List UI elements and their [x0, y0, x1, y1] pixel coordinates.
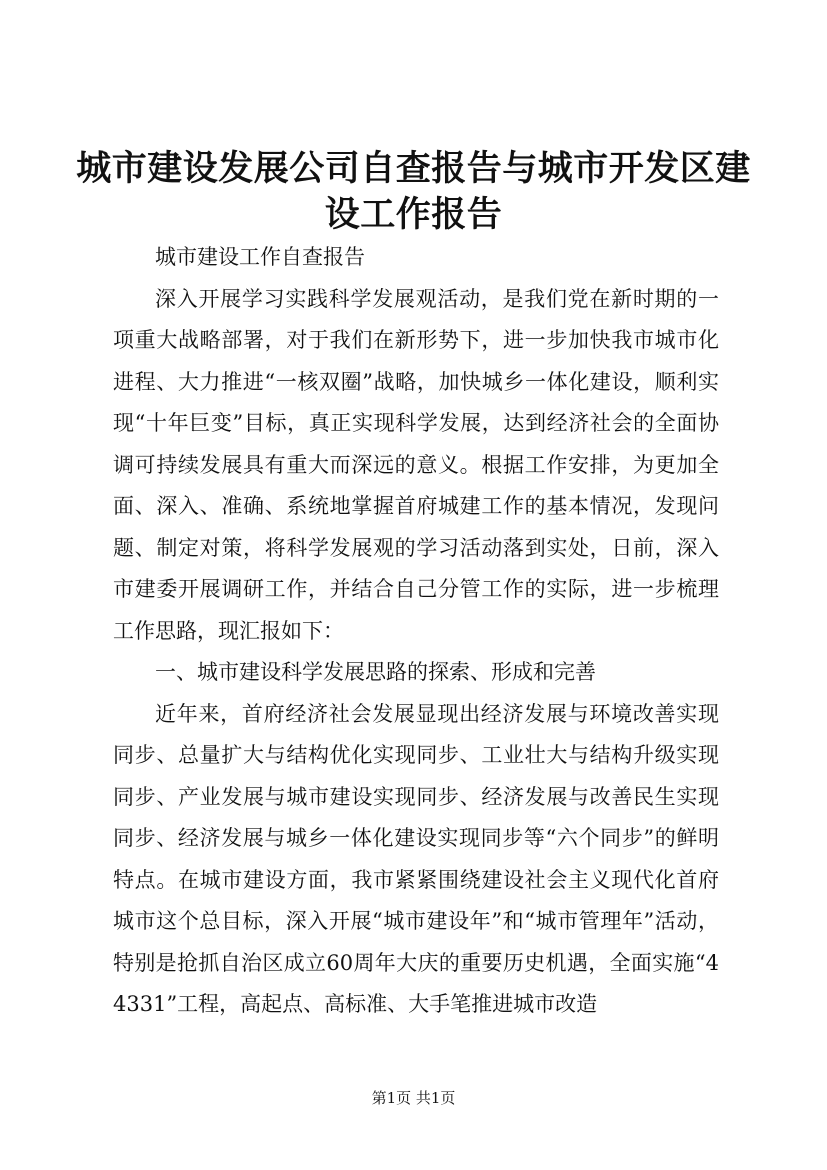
- page-number-footer: 第1页 共1页: [371, 1089, 456, 1107]
- section-heading: 一、城市建设科学发展思路的探索、形成和完善: [155, 660, 596, 684]
- body-paragraph: 深入开展学习实践科学发展观活动，是我们党在新时期的一项重大战略部署，对于我们在新形势下，进一步加快我市城市化进程、大力推进“一核双圈”战略，加快城乡一体化建设，顺利实现“十年巨变”目标，真正实现科学发展，达到经济社会的全面协调可持续发展具有重大而深远的意义。根据工作安排，为更加全面、深入、准确、系统地掌握首府城建工作的基本情况，发现问题、制定对策，将科学发展观的学习活动落到实处，日前，深入市建委开展调研工作，并结合自己分管工作的实际，进一步梳理工作思路，现汇报如下：: [113, 286, 719, 643]
- subtitle-paragraph: 城市建设工作自查报告: [155, 245, 365, 269]
- document-body: [113, 237, 719, 1026]
- document-title: 城市建设发展公司自查报告与城市开发区建设工作报告: [76, 148, 751, 235]
- body-paragraph: 近年来，首府经济社会发展显现出经济发展与环境改善实现同步、总量扩大与结构优化实现同步、工业壮大与结构升级实现同步、产业发展与城市建设实现同步、经济发展与改善民生实现同步、经济发展与城乡一体化建设实现同步等“六个同步”的鲜明特点。在城市建设方面，我市紧紧围绕建设社会主义现代化首府城市这个总目标，深入开展“城市建设年”和“城市管理年”活动，特别是抢抓自治区成立60周年大庆的重要历史机遇，全面实施“44331”工程，高起点、高标准、大手笔推进城市改造: [113, 701, 719, 1016]
